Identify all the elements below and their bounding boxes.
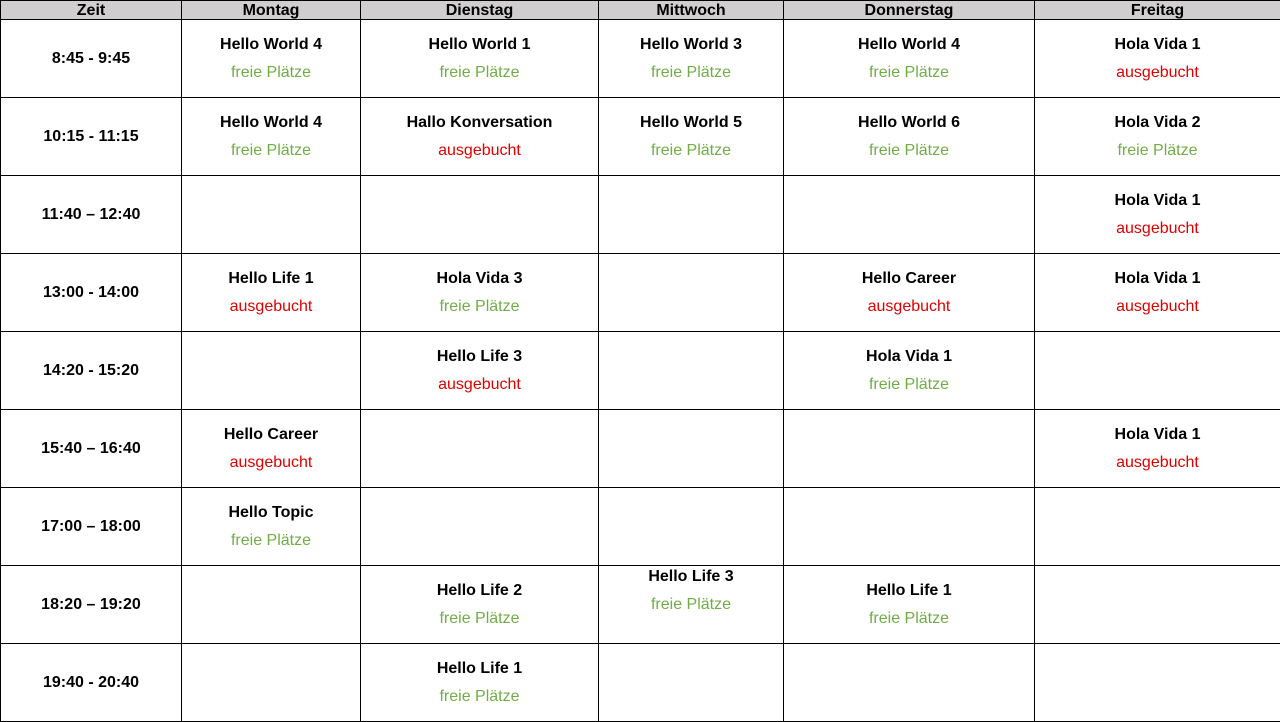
schedule-cell[interactable] xyxy=(361,332,599,410)
table-row xyxy=(1,488,1280,566)
schedule-cell xyxy=(784,488,1035,566)
status-booked-label: ausgebucht xyxy=(182,453,360,473)
header-day-donnerstag: Donnerstag xyxy=(784,1,1035,20)
schedule-cell[interactable] xyxy=(361,254,599,332)
course-entry[interactable] xyxy=(1035,191,1280,239)
schedule-cell[interactable] xyxy=(361,20,599,98)
status-booked-label: ausgebucht xyxy=(1035,219,1280,239)
schedule-cell[interactable] xyxy=(784,566,1035,644)
status-free-label: freie Plätze xyxy=(599,63,783,83)
schedule-cell[interactable] xyxy=(1035,410,1280,488)
course-name: Hola Vida 2 xyxy=(1035,113,1280,133)
course-entry[interactable] xyxy=(182,503,360,551)
course-entry[interactable] xyxy=(1035,425,1280,473)
status-free-label: freie Plätze xyxy=(1035,141,1280,161)
status-free-label: freie Plätze xyxy=(361,687,598,707)
course-entry[interactable] xyxy=(182,113,360,161)
status-free-label: freie Plätze xyxy=(182,63,360,83)
course-name: Hello World 6 xyxy=(784,113,1034,133)
schedule-cell xyxy=(599,332,784,410)
course-entry[interactable] xyxy=(361,113,598,161)
schedule-cell xyxy=(1035,332,1280,410)
course-name: Hello World 1 xyxy=(361,35,598,55)
table-row xyxy=(1,332,1280,410)
time-slot-cell: 19:40 - 20:40 xyxy=(1,644,182,722)
schedule-cell[interactable] xyxy=(182,98,361,176)
schedule-cell xyxy=(182,644,361,722)
table-row xyxy=(1,98,1280,176)
status-free-label: freie Plätze xyxy=(182,141,360,161)
table-row xyxy=(1,644,1280,722)
schedule-cell[interactable] xyxy=(599,566,784,644)
status-booked-label: ausgebucht xyxy=(1035,297,1280,317)
time-slot-cell: 17:00 – 18:00 xyxy=(1,488,182,566)
course-name: Hola Vida 1 xyxy=(1035,35,1280,55)
schedule-cell xyxy=(599,254,784,332)
time-slot-cell: 15:40 – 16:40 xyxy=(1,410,182,488)
course-name: Hola Vida 1 xyxy=(784,347,1034,367)
status-booked-label: ausgebucht xyxy=(361,141,598,161)
time-slot-cell: 10:15 - 11:15 xyxy=(1,98,182,176)
schedule-cell xyxy=(599,176,784,254)
course-entry[interactable] xyxy=(1035,269,1280,317)
header-day-dienstag: Dienstag xyxy=(361,1,599,20)
header-day-montag: Montag xyxy=(182,1,361,20)
course-name: Hello Life 1 xyxy=(361,659,598,679)
course-name: Hello World 4 xyxy=(182,113,360,133)
schedule-cell[interactable] xyxy=(1035,98,1280,176)
schedule-cell xyxy=(1035,488,1280,566)
course-entry[interactable] xyxy=(599,567,783,615)
course-name: Hello Topic xyxy=(182,503,360,523)
course-entry[interactable] xyxy=(182,269,360,317)
schedule-cell[interactable] xyxy=(784,332,1035,410)
course-name: Hola Vida 1 xyxy=(1035,191,1280,211)
schedule-cell xyxy=(784,644,1035,722)
course-name: Hello Life 3 xyxy=(361,347,598,367)
status-free-label: freie Plätze xyxy=(784,375,1034,395)
schedule-cell[interactable] xyxy=(784,254,1035,332)
course-entry[interactable] xyxy=(361,347,598,395)
schedule-cell[interactable] xyxy=(599,98,784,176)
schedule-cell xyxy=(182,332,361,410)
header-day-freitag: Freitag xyxy=(1035,1,1280,20)
header-day-mittwoch: Mittwoch xyxy=(599,1,784,20)
course-entry[interactable] xyxy=(361,269,598,317)
status-free-label: freie Plätze xyxy=(361,609,598,629)
status-free-label: freie Plätze xyxy=(361,63,598,83)
header-time: Zeit xyxy=(1,1,182,20)
schedule-cell[interactable] xyxy=(182,20,361,98)
time-slot-cell: 11:40 – 12:40 xyxy=(1,176,182,254)
schedule-cell[interactable] xyxy=(599,20,784,98)
table-row xyxy=(1,566,1280,644)
status-free-label: freie Plätze xyxy=(784,141,1034,161)
course-entry[interactable] xyxy=(784,347,1034,395)
course-name: Hello World 3 xyxy=(599,35,783,55)
schedule-cell[interactable] xyxy=(182,410,361,488)
status-free-label: freie Plätze xyxy=(784,63,1034,83)
schedule-cell xyxy=(361,176,599,254)
schedule-cell xyxy=(599,488,784,566)
course-entry[interactable] xyxy=(784,35,1034,83)
time-slot-cell: 8:45 - 9:45 xyxy=(1,20,182,98)
course-name: Hello Life 1 xyxy=(182,269,360,289)
schedule-cell[interactable] xyxy=(784,20,1035,98)
course-name: Hola Vida 1 xyxy=(1035,269,1280,289)
course-entry[interactable] xyxy=(784,113,1034,161)
schedule-cell[interactable] xyxy=(784,98,1035,176)
course-entry[interactable] xyxy=(361,659,598,707)
course-name: Hello Career xyxy=(784,269,1034,289)
schedule-cell xyxy=(1035,644,1280,722)
course-name: Hello Life 1 xyxy=(784,581,1034,601)
status-free-label: freie Plätze xyxy=(182,531,360,551)
course-entry[interactable] xyxy=(182,425,360,473)
course-name: Hello World 4 xyxy=(784,35,1034,55)
course-entry[interactable] xyxy=(182,35,360,83)
schedule-cell xyxy=(182,176,361,254)
schedule-cell[interactable] xyxy=(1035,20,1280,98)
schedule-cell xyxy=(1035,566,1280,644)
time-slot-cell: 18:20 – 19:20 xyxy=(1,566,182,644)
table-row xyxy=(1,176,1280,254)
schedule-cell[interactable] xyxy=(182,488,361,566)
course-entry[interactable] xyxy=(1035,35,1280,83)
course-entry[interactable] xyxy=(361,581,598,629)
course-entry[interactable] xyxy=(599,113,783,161)
schedule-cell[interactable] xyxy=(1035,254,1280,332)
course-name: Hola Vida 1 xyxy=(1035,425,1280,445)
schedule-cell xyxy=(784,176,1035,254)
schedule-cell[interactable] xyxy=(361,644,599,722)
course-name: Hola Vida 3 xyxy=(361,269,598,289)
time-slot-cell: 13:00 - 14:00 xyxy=(1,254,182,332)
status-free-label: freie Plätze xyxy=(361,297,598,317)
schedule-cell[interactable] xyxy=(182,254,361,332)
course-entry[interactable] xyxy=(1035,113,1280,161)
status-free-label: freie Plätze xyxy=(599,595,783,615)
course-entry[interactable] xyxy=(599,35,783,83)
schedule-cell xyxy=(361,410,599,488)
table-row xyxy=(1,410,1280,488)
schedule-body xyxy=(1,20,1280,722)
course-entry[interactable] xyxy=(361,35,598,83)
course-entry[interactable] xyxy=(784,581,1034,629)
schedule-cell[interactable] xyxy=(361,566,599,644)
table-row xyxy=(1,254,1280,332)
course-name: Hello Career xyxy=(182,425,360,445)
schedule-cell[interactable] xyxy=(1035,176,1280,254)
course-name: Hello World 5 xyxy=(599,113,783,133)
status-booked-label: ausgebucht xyxy=(784,297,1034,317)
course-name: Hello World 4 xyxy=(182,35,360,55)
status-free-label: freie Plätze xyxy=(599,141,783,161)
course-name: Hello Life 3 xyxy=(599,567,783,587)
status-booked-label: ausgebucht xyxy=(182,297,360,317)
schedule-cell xyxy=(784,410,1035,488)
status-free-label: freie Plätze xyxy=(784,609,1034,629)
course-name: Hallo Konversation xyxy=(361,113,598,133)
status-booked-label: ausgebucht xyxy=(361,375,598,395)
table-row xyxy=(1,20,1280,98)
time-slot-cell: 14:20 - 15:20 xyxy=(1,332,182,410)
status-booked-label: ausgebucht xyxy=(1035,63,1280,83)
schedule-cell xyxy=(182,566,361,644)
course-entry[interactable] xyxy=(784,269,1034,317)
course-name: Hello Life 2 xyxy=(361,581,598,601)
header-row xyxy=(1,1,1280,20)
schedule-cell xyxy=(599,644,784,722)
status-booked-label: ausgebucht xyxy=(1035,453,1280,473)
schedule-cell[interactable] xyxy=(361,98,599,176)
schedule-cell xyxy=(599,410,784,488)
schedule-cell xyxy=(361,488,599,566)
